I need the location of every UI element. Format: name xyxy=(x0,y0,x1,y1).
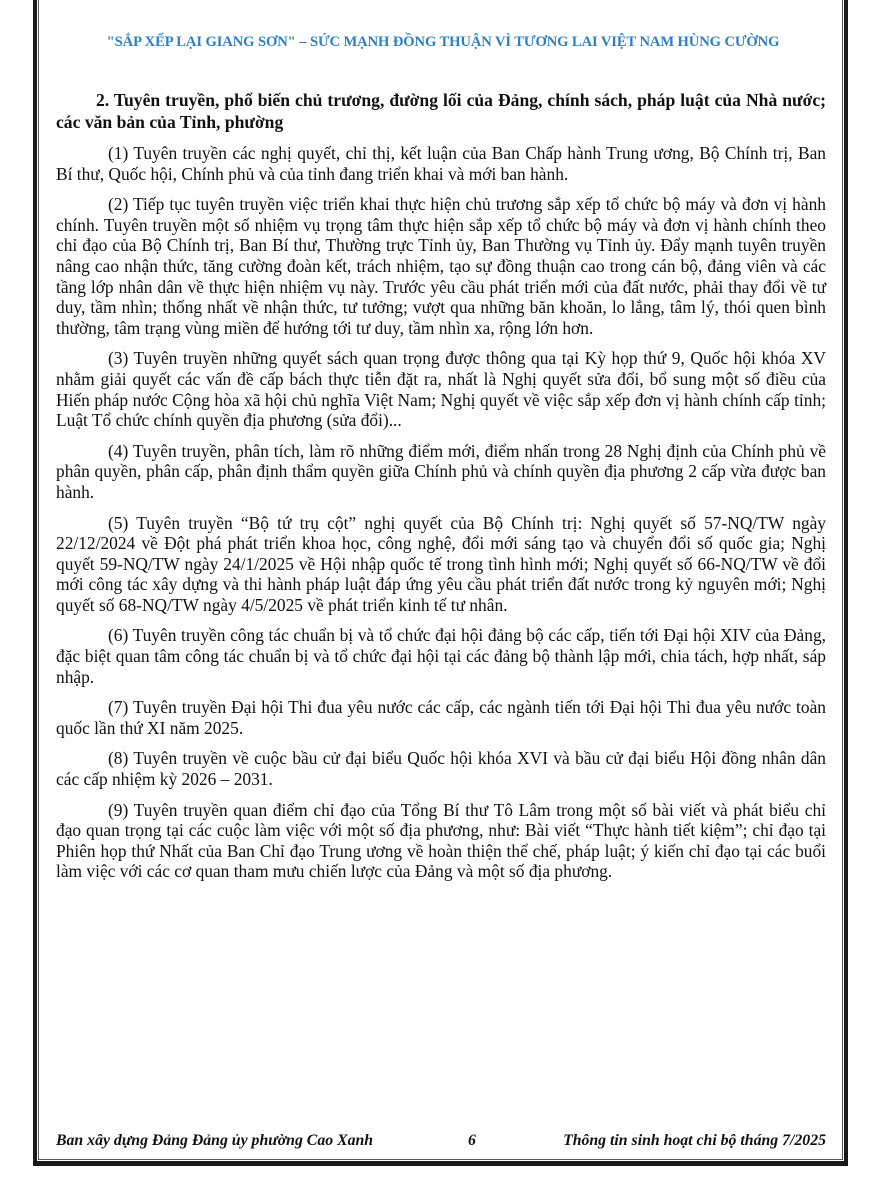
page-header-title: "SẮP XẾP LẠI GIANG SƠN" – SỨC MẠNH ĐỒNG THUẬN VÌ TƯƠNG LAI VIỆT NAM HÙNG CƯỜNG xyxy=(106,34,780,50)
paragraph-8: (8) Tuyên truyền về cuộc bầu cử đại biểu Quốc hội khóa XVI và bầu cử đại biểu Hội đồng nhân dân các cấp nhiệm kỳ 2026 – 2031. xyxy=(56,748,826,790)
paragraph-5: (5) Tuyên truyền “Bộ tứ trụ cột” nghị quyết của Bộ Chính trị: Nghị quyết số 57-NQ/TW ngày 22/12/2024 về Đột phá phát triển khoa học, công nghệ, đổi mới sáng tạo và chuyển đổi số quốc gia; Nghị quyết 59-NQ/TW ngày 24/1/2025 về Hội nhập quốc tế trong tình hình mới; Nghị quyết số 66-NQ/TW về đổi mới công tác xây dựng và thi hành pháp luật đáp ứng yêu cầu phát triển đất nước trong kỷ nguyên mới; Nghị quyết số 68-NQ/TW ngày 4/5/2025 về phát triển kinh tế tư nhân. xyxy=(56,512,826,615)
paragraph-1: (1) Tuyên truyền các nghị quyết, chỉ thị, kết luận của Ban Chấp hành Trung ương, Bộ Chính trị, Ban Bí thư, Quốc hội, Chính phủ và của tỉnh đang triển khai và mới ban hành. xyxy=(56,143,826,184)
paragraph-3: (3) Tuyên truyền những quyết sách quan trọng được thông qua tại Kỳ họp thứ 9, Quốc hội khóa XV nhằm giải quyết các vấn đề cấp bách thực tiễn đặt ra, nhất là Nghị quyết sửa đổi, bổ sung một số điều của Hiến pháp nước Cộng hòa xã hội chủ nghĩa Việt Nam; Nghị quyết về việc sắp xếp đơn vị hành chính cấp tỉnh; Luật Tổ chức chính quyền địa phương (sửa đổi)... xyxy=(56,348,826,431)
paragraph-6: (6) Tuyên truyền công tác chuẩn bị và tổ chức đại hội đảng bộ các cấp, tiến tới Đại hội XIV của Đảng, đặc biệt quan tâm công tác chuẩn bị và tổ chức đại hội tại các đảng bộ thành lập mới, chia tách, hợp nhất, sáp nhập. xyxy=(56,625,826,687)
page-footer xyxy=(56,1132,826,1154)
paragraph-7: (7) Tuyên truyền Đại hội Thi đua yêu nước các cấp, các ngành tiến tới Đại hội Thi đua yêu nước toàn quốc lần thứ XI năm 2025. xyxy=(56,697,826,738)
footer-publisher: Ban xây dựng Đảng Đảng ủy phường Cao Xanh xyxy=(56,1132,374,1149)
page-number: 6 xyxy=(468,1132,476,1149)
paragraph-4: (4) Tuyên truyền, phân tích, làm rõ những điểm mới, điểm nhấn trong 28 Nghị định của Chính phủ về phân quyền, phân cấp, phân định thẩm quyền giữa Chính phủ và chính quyền địa phương 2 cấp vừa được ban hành. xyxy=(56,440,826,502)
footer-bulletin-title: Thông tin sinh hoạt chi bộ tháng 7/2025 xyxy=(563,1132,826,1149)
section-heading: 2. Tuyên truyền, phổ biến chủ trương, đường lối của Đảng, chính sách, pháp luật của Nhà nước; các văn bản của Tỉnh, phường xyxy=(56,90,826,132)
document-body xyxy=(56,90,826,892)
paragraph-2: (2) Tiếp tục tuyên truyền việc triển khai thực hiện chủ trương sắp xếp tổ chức bộ máy và đơn vị hành chính. Tuyên truyền một số nhiệm vụ trọng tâm thực hiện sắp xếp tổ chức bộ máy và đơn vị hành chính theo chỉ đạo của Bộ Chính trị, Ban Bí thư, Thường trực Tỉnh ủy, Ban Thường vụ Tỉnh ủy. Đẩy mạnh tuyên truyền nâng cao nhận thức, tăng cường đoàn kết, trách nhiệm, tạo sự đồng thuận cao trong cán bộ, đảng viên và các tầng lớp nhân dân về thực hiện nhiệm vụ này. Trước yêu cầu phát triển mới của đất nước, phải thay đổi về tư duy, tầm nhìn; thống nhất về nhận thức, tư tưởng; vượt qua những băn khoăn, lo lắng, tâm lý, thói quen bình thường, tâm trạng vùng miền để hướng tới tư duy, tầm nhìn xa, rộng lớn hơn. xyxy=(56,194,826,338)
paragraph-9: (9) Tuyên truyền quan điểm chỉ đạo của Tổng Bí thư Tô Lâm trong một số bài viết và phát biểu chỉ đạo quan trọng tại các cuộc làm việc với một số địa phương, như: Bài viết “Thực hành tiết kiệm”; chỉ đạo tại Phiên họp thứ Nhất của Ban Chỉ đạo Trung ương về hoàn thiện thể chế, pháp luật; ý kiến chỉ đạo tại các buổi làm việc với các cơ quan tham mưu chiến lược của Đảng và một số địa phương. xyxy=(56,799,826,882)
